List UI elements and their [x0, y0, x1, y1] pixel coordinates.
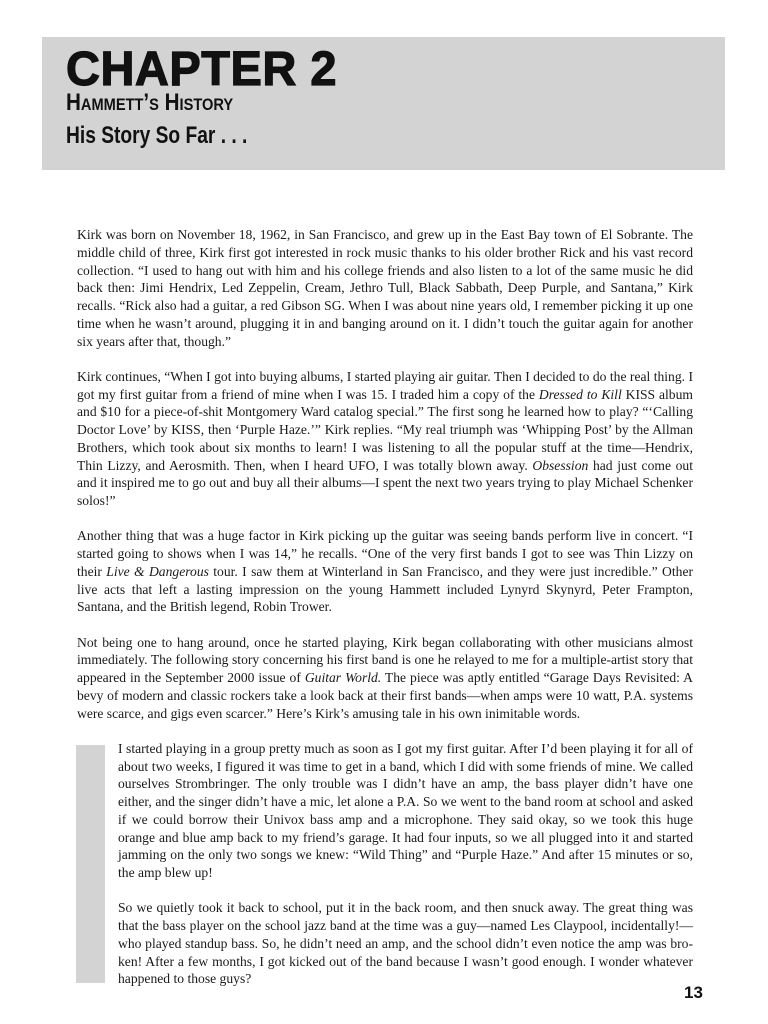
text-segment: Kirk continues, “When I got into buying albums, I started playing air guitar. Then I decided to do the real thing. I got my first guitar from a friend of mine when I was 15. I traded him a copy of the: [77, 368, 693, 402]
chapter-header: [42, 37, 725, 170]
chapter-title: Hammett’s History: [66, 89, 234, 116]
text-segment: tour. I saw them at Winterland in San Francisco, and they were just incredible.” Other live acts that left a lasting impression on the young Hammett included Lynyrd Skynyrd, Peter Frampton, Santana, and the British legend, Robin Trower.: [77, 563, 693, 615]
text-segment: had just come out and it inspired me to go out and buy all their albums—I spent the next two years trying to play Michael Schenker solos!”: [77, 457, 693, 508]
text-segment: KISS album and $10 for a piece-of-shit Montgomery Ward catalog special.” The first song he learned how to play? “‘Calling Doctor Love’ by KISS, then ‘Purple Haze.’” Kirk replies. “My real triumph was ‘Whipping Post’ by the Allman Brothers, which took about six months to learn! I was listening to all the popular stuff at the time—Hendrix, Thin Lizzy, and Aerosmith. Then, when I heard UFO, I was totally blown away.: [77, 386, 693, 473]
quote-paragraph: I started playing in a group pretty much as soon as I got my first guitar. After I’d been playing it for all of about two weeks, I figured it was time to get in a band, which I did with some friends of mine. We called ourselves Strombringer. The only trouble was I didn’t have an amp, the bass player didn’t have one either, and the singer didn’t have a mic, let alone a P.A. So we went to the band room at school and asked if we could borrow their Univox bass amp and a microphone. They said okay, so we took this huge orange and blue amp back to my friend’s garage. It had four inputs, so we all plugged into it and started jamming on the only two songs we knew: “Wild Thing” and “Purple Haze.” And after 15 minutes or so, the amp blew up!: [118, 740, 693, 880]
album-title: Dressed to Kill: [538, 386, 622, 402]
chapter-subtitle: His Story So Far . . .: [66, 122, 248, 149]
magazine-title: Guitar World.: [304, 670, 382, 685]
quote-paragraph: So we quietly took it back to school, put it in the back room, and then snuck away. The great thing was that the bass player on the school jazz band at the time was a guy—named Les Claypool, incidentally!—who played standup bass. So, he didn’t need an amp, and the school didn’t even notice the amp was bro-ken! After a few months, I got kicked out of the band because I wasn’t good enough. I wonder whatever happened to those guys?: [118, 900, 693, 987]
paragraph: [77, 634, 693, 723]
body-text: [77, 226, 693, 1006]
paragraph: [77, 368, 693, 510]
text-segment: The piece was aptly entitled “Garage Days Revisited: A bevy of modern and classic rockers take a look back at their first bands—when amps were 10 watt, P.A. systems were scarce, and gigs even scarcer.” Here’s Kirk’s amusing tale in his own inimitable words.: [77, 670, 693, 721]
text-segment: Not being one to hang around, once he started playing, Kirk began collaborating with other musicians almost immediately. The following story concerning his first band is one he relayed to me for a multiple-artist story that appeared in the September 2000 issue of: [77, 634, 693, 685]
paragraph: [77, 527, 693, 616]
text-segment: Kirk was born on November 18, 1962, in San Francisco, and grew up in the East Bay town of El Sobrante. The middle child of three, Kirk first got interested in rock music thanks to his older brother Rick and his vast record collection. “I used to hang out with him and his college friends and also listen to a lot of the same music he did back then: Jimi Hendrix, Led Zeppelin, Cream, Jethro Tull, Black Sabbath, Deep Purple, and Santana,” Kirk recalls. “Rick also had a guitar, a red Gibson SG. When I was about nine years old, I remember picking it up one time when he wasn’t around, plugging it in and banging around on it. I didn’t touch the guitar again for another six years after that, though.”: [77, 227, 693, 349]
album-title: Obsession: [532, 457, 589, 473]
paragraph: [77, 226, 693, 350]
page-number: 13: [684, 983, 703, 1002]
quote-bar: [76, 745, 105, 983]
chapter-number: CHAPTER 2: [66, 43, 338, 96]
tour-title: Live & Dangerous: [106, 563, 209, 579]
text-segment: Another thing that was a huge factor in Kirk picking up the guitar was seeing bands perform live in concert. “I started going to shows when I was 14,” he recalls. “One of the very first bands I got to see was Thin Lizzy on their: [77, 528, 693, 579]
block-quote: [77, 740, 693, 988]
